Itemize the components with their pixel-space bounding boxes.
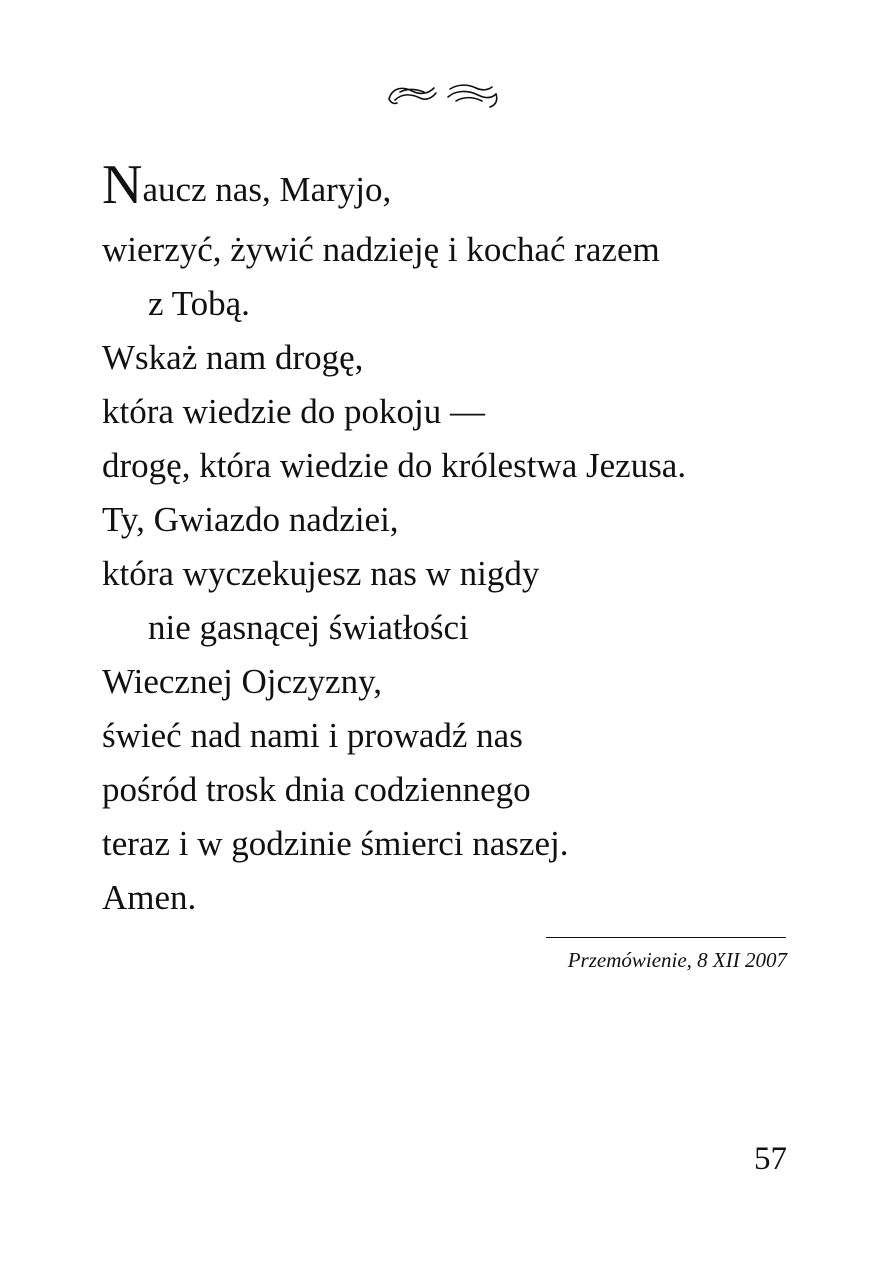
- source-citation: Przemówienie, 8 XII 2007: [567, 948, 787, 972]
- flourish-ornament-icon: [386, 76, 502, 112]
- prayer-line: Ty, Gwiazdo nadziei,: [102, 500, 399, 539]
- prayer-line: która wyczekujesz nas w nigdy: [102, 554, 540, 593]
- prayer-line: Wiecznej Ojczyzny,: [102, 662, 383, 701]
- prayer-line: teraz i w godzinie śmierci naszej.: [102, 824, 569, 863]
- prayer-line: pośród trosk dnia codziennego: [102, 770, 531, 809]
- source-divider: [546, 937, 786, 938]
- prayer-line: z Tobą.: [148, 284, 250, 323]
- prayer-line: Amen.: [102, 878, 197, 917]
- prayer-line: wierzyć, żywić nadzieję i kochać razem: [102, 230, 660, 269]
- prayer-line: nie gasnącej światłości: [148, 608, 469, 647]
- prayer-line: Wskaż nam drogę,: [102, 338, 364, 377]
- prayer-line: świeć nad nami i prowadź nas: [102, 716, 523, 755]
- prayer-line: drogę, która wiedzie do królestwa Jezusa.: [102, 446, 687, 485]
- first-line-text: aucz nas, Maryjo,: [142, 170, 392, 209]
- drop-cap: N: [102, 154, 143, 216]
- prayer-line: [102, 154, 822, 223]
- prayer-line: która wiedzie do pokoju —: [102, 392, 485, 431]
- prayer-text: [102, 154, 822, 925]
- page-number: 57: [754, 1141, 787, 1177]
